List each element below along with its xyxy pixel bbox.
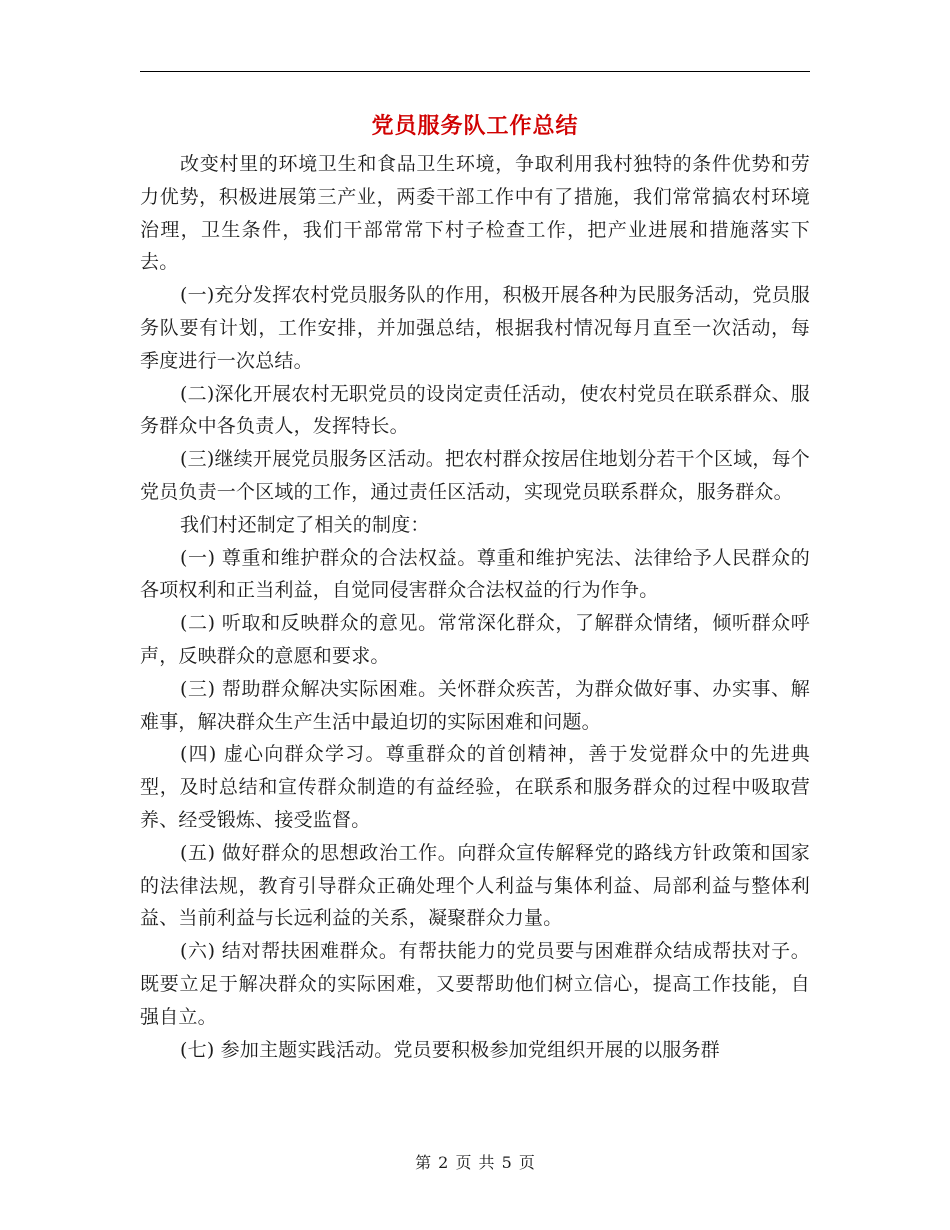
body-paragraph: (四) 虚心向群众学习。尊重群众的首创精神，善于发觉群众中的先进典型，及时总结和宣传群众制造的有益经验，在联系和服务群众的过程中吸取营养、经受锻炼、接受监督。 xyxy=(140,743,810,831)
header-rule xyxy=(140,71,810,72)
body-paragraph: 我们村还制定了相关的制度： xyxy=(180,513,430,536)
body-paragraph: 改变村里的环境卫生和食品卫生环境，争取利用我村独特的条件优势和劳力优势，积极进展第三产业，两委干部工作中有了措施，我们常常搞农村环境治理，卫生条件，我们干部常常下村子检查工作，把产业进展和措施落实下去。 xyxy=(140,153,810,274)
body-paragraph: (一) 尊重和维护群众的合法权益。尊重和维护宪法、法律给予人民群众的各项权利和正当利益，自觉同侵害群众合法权益的行为作争。 xyxy=(140,546,810,602)
body-paragraph: (一)充分发挥农村党员服务队的作用，积极开展各种为民服务活动，党员服务队要有计划，工作安排，并加强总结，根据我村情况每月直至一次活动，每季度进行一次总结。 xyxy=(140,284,810,372)
document-title: 党员服务队工作总结 xyxy=(371,113,579,139)
body-paragraph: (七) 参加主题实践活动。党员要积极参加党组织开展的以服务群 xyxy=(180,1038,720,1061)
body-paragraph: (五) 做好群众的思想政治工作。向群众宣传解释党的路线方针政策和国家的法律法规，教育引导群众正确处理个人利益与集体利益、局部利益与整体利益、当前利益与长远利益的关系，凝聚群众力量。 xyxy=(140,841,810,930)
body-paragraph: (三)继续开展党员服务区活动。把农村群众按居住地划分若干个区域，每个党员负责一个区域的工作，通过责任区活动，实现党员联系群众，服务群众。 xyxy=(140,448,810,503)
body-paragraph: (六) 结对帮扶困难群众。有帮扶能力的党员要与困难群众结成帮扶对子。既要立足于解决群众的实际困难，又要帮助他们树立信心，提高工作技能，自强自立。 xyxy=(140,940,810,1028)
body-paragraph: (二) 听取和反映群众的意见。常常深化群众，了解群众情绪，倾听群众呼声，反映群众的意愿和要求。 xyxy=(140,612,810,667)
body-paragraph: (三) 帮助群众解决实际困难。关怀群众疾苦，为群众做好事、办实事、解难事，解决群众生产生活中最迫切的实际困难和问题。 xyxy=(140,677,810,733)
body-paragraph: (二)深化开展农村无职党员的设岗定责任活动，使农村党员在联系群众、服务群众中各负责人，发挥特长。 xyxy=(140,382,810,438)
document-body xyxy=(140,148,810,1066)
page-number: 第 2 页 共 5 页 xyxy=(415,1153,535,1172)
